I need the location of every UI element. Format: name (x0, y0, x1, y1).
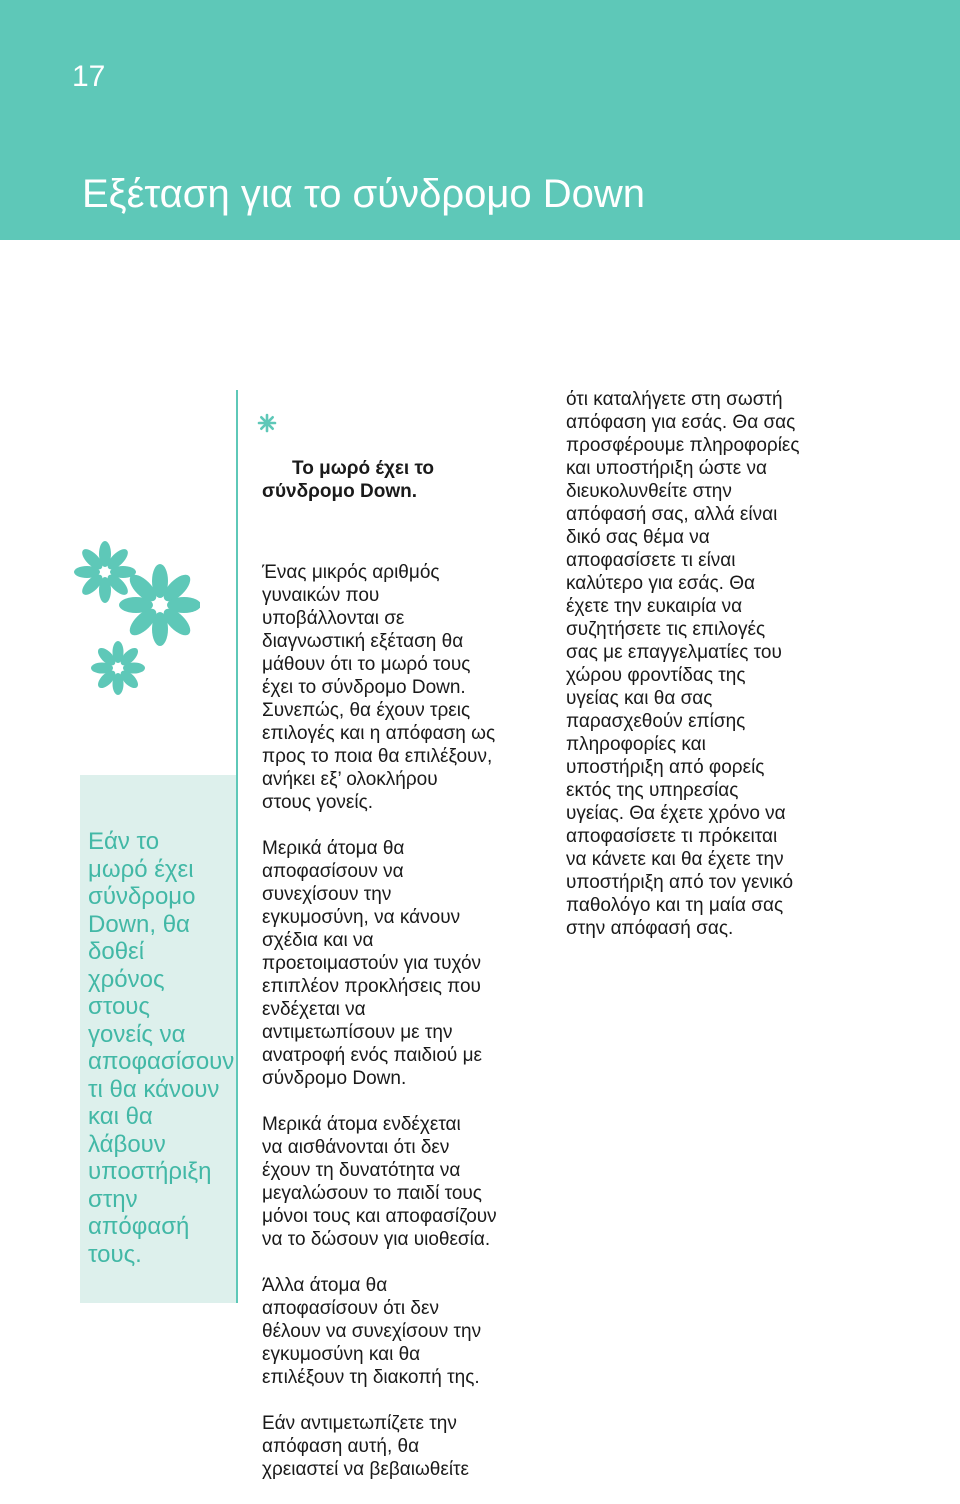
paragraph: Εάν αντιμετωπίζετε την απόφαση αυτή, θα χρειαστεί να βεβαιωθείτε (262, 1413, 470, 1480)
right-column: ότι καταλήγετε στη σωστή απόφαση για εσάς. Θα σας προσφέρουμε πληροφορίες και υποστήριξη ώστε να διευκολυνθείτε στην απόφασή σας, αλλά είναι δικό σας θέμα να αποφασίσετε τι είναι καλύτερο για εσάς. Θα έχετε την ευκαιρία να συζητήσετε τις επιλογές σας με επαγγελματίες του χώρου φροντίδας της υγείας και θα σας παρασχεθούν επίσης πληροφορίες και υποστήριξη από φορείς εκτός της υπηρεσίας υγείας. Θα έχετε χρόνο να αποφασίσετε τι πρόκειται να κάνετε και θα έχετε την υποστήριξη από τον γενικό παθολόγο και τη μαία σας στην απόφασή σας. (566, 389, 800, 939)
header-band (0, 0, 960, 240)
section-heading: Το μωρό έχει το σύνδρομο Down. (262, 458, 435, 502)
asterisk-flowers-icon (70, 520, 200, 700)
sidebar-quote: Εάν το μωρό έχει σύνδρομο Down, θα δοθεί χρόνος στους γονείς να αποφασίσουν τι θα κάνουν και θα λάβουν υποστήριξη στην απόφασή τους. (88, 828, 235, 1268)
paragraph: Μερικά άτομα θα αποφασίσουν να συνεχίσουν την εγκυμοσύνη, να κάνουν σχέδια και να προετοιμαστούν για τυχόν επιπλέον προκλήσεις που ενδέχεται να αντιμετωπίσουν με την ανατροφή ενός παιδιού με σύνδρομο Down. (262, 838, 482, 1089)
paragraph: Μερικά άτομα ενδέχεται να αισθάνονται ότι δεν έχουν τη δυνατότητα να μεγαλώσουν το παιδί τους μόνοι τους και αποφασίζουν να το δώσουν για υιοθεσία. (262, 1114, 497, 1250)
section-heading-block (262, 411, 552, 526)
paragraph: Ένας μικρός αριθμός γυναικών που υποβάλλονται σε διαγνωστική εξέταση θα μάθουν ότι το μωρό τους έχει το σύνδρομο Down. Συνεπώς, θα έχουν τρεις επιλογές και η απόφαση ως προς το ποια θα επιλέξουν, ανήκει εξ’ ολοκλήρου στους γονείς. (262, 562, 496, 813)
asterisk-bullet-icon (257, 413, 277, 433)
page-title: Εξέταση για το σύνδρομο Down (82, 172, 646, 216)
paragraph: Άλλα άτομα θα αποφασίσουν ότι δεν θέλουν να συνεχίσουν την εγκυμοσύνη και θα επιλέξουν τη διακοπή της. (262, 1275, 482, 1388)
page-number: 17 (72, 60, 106, 93)
middle-column (262, 388, 552, 1504)
